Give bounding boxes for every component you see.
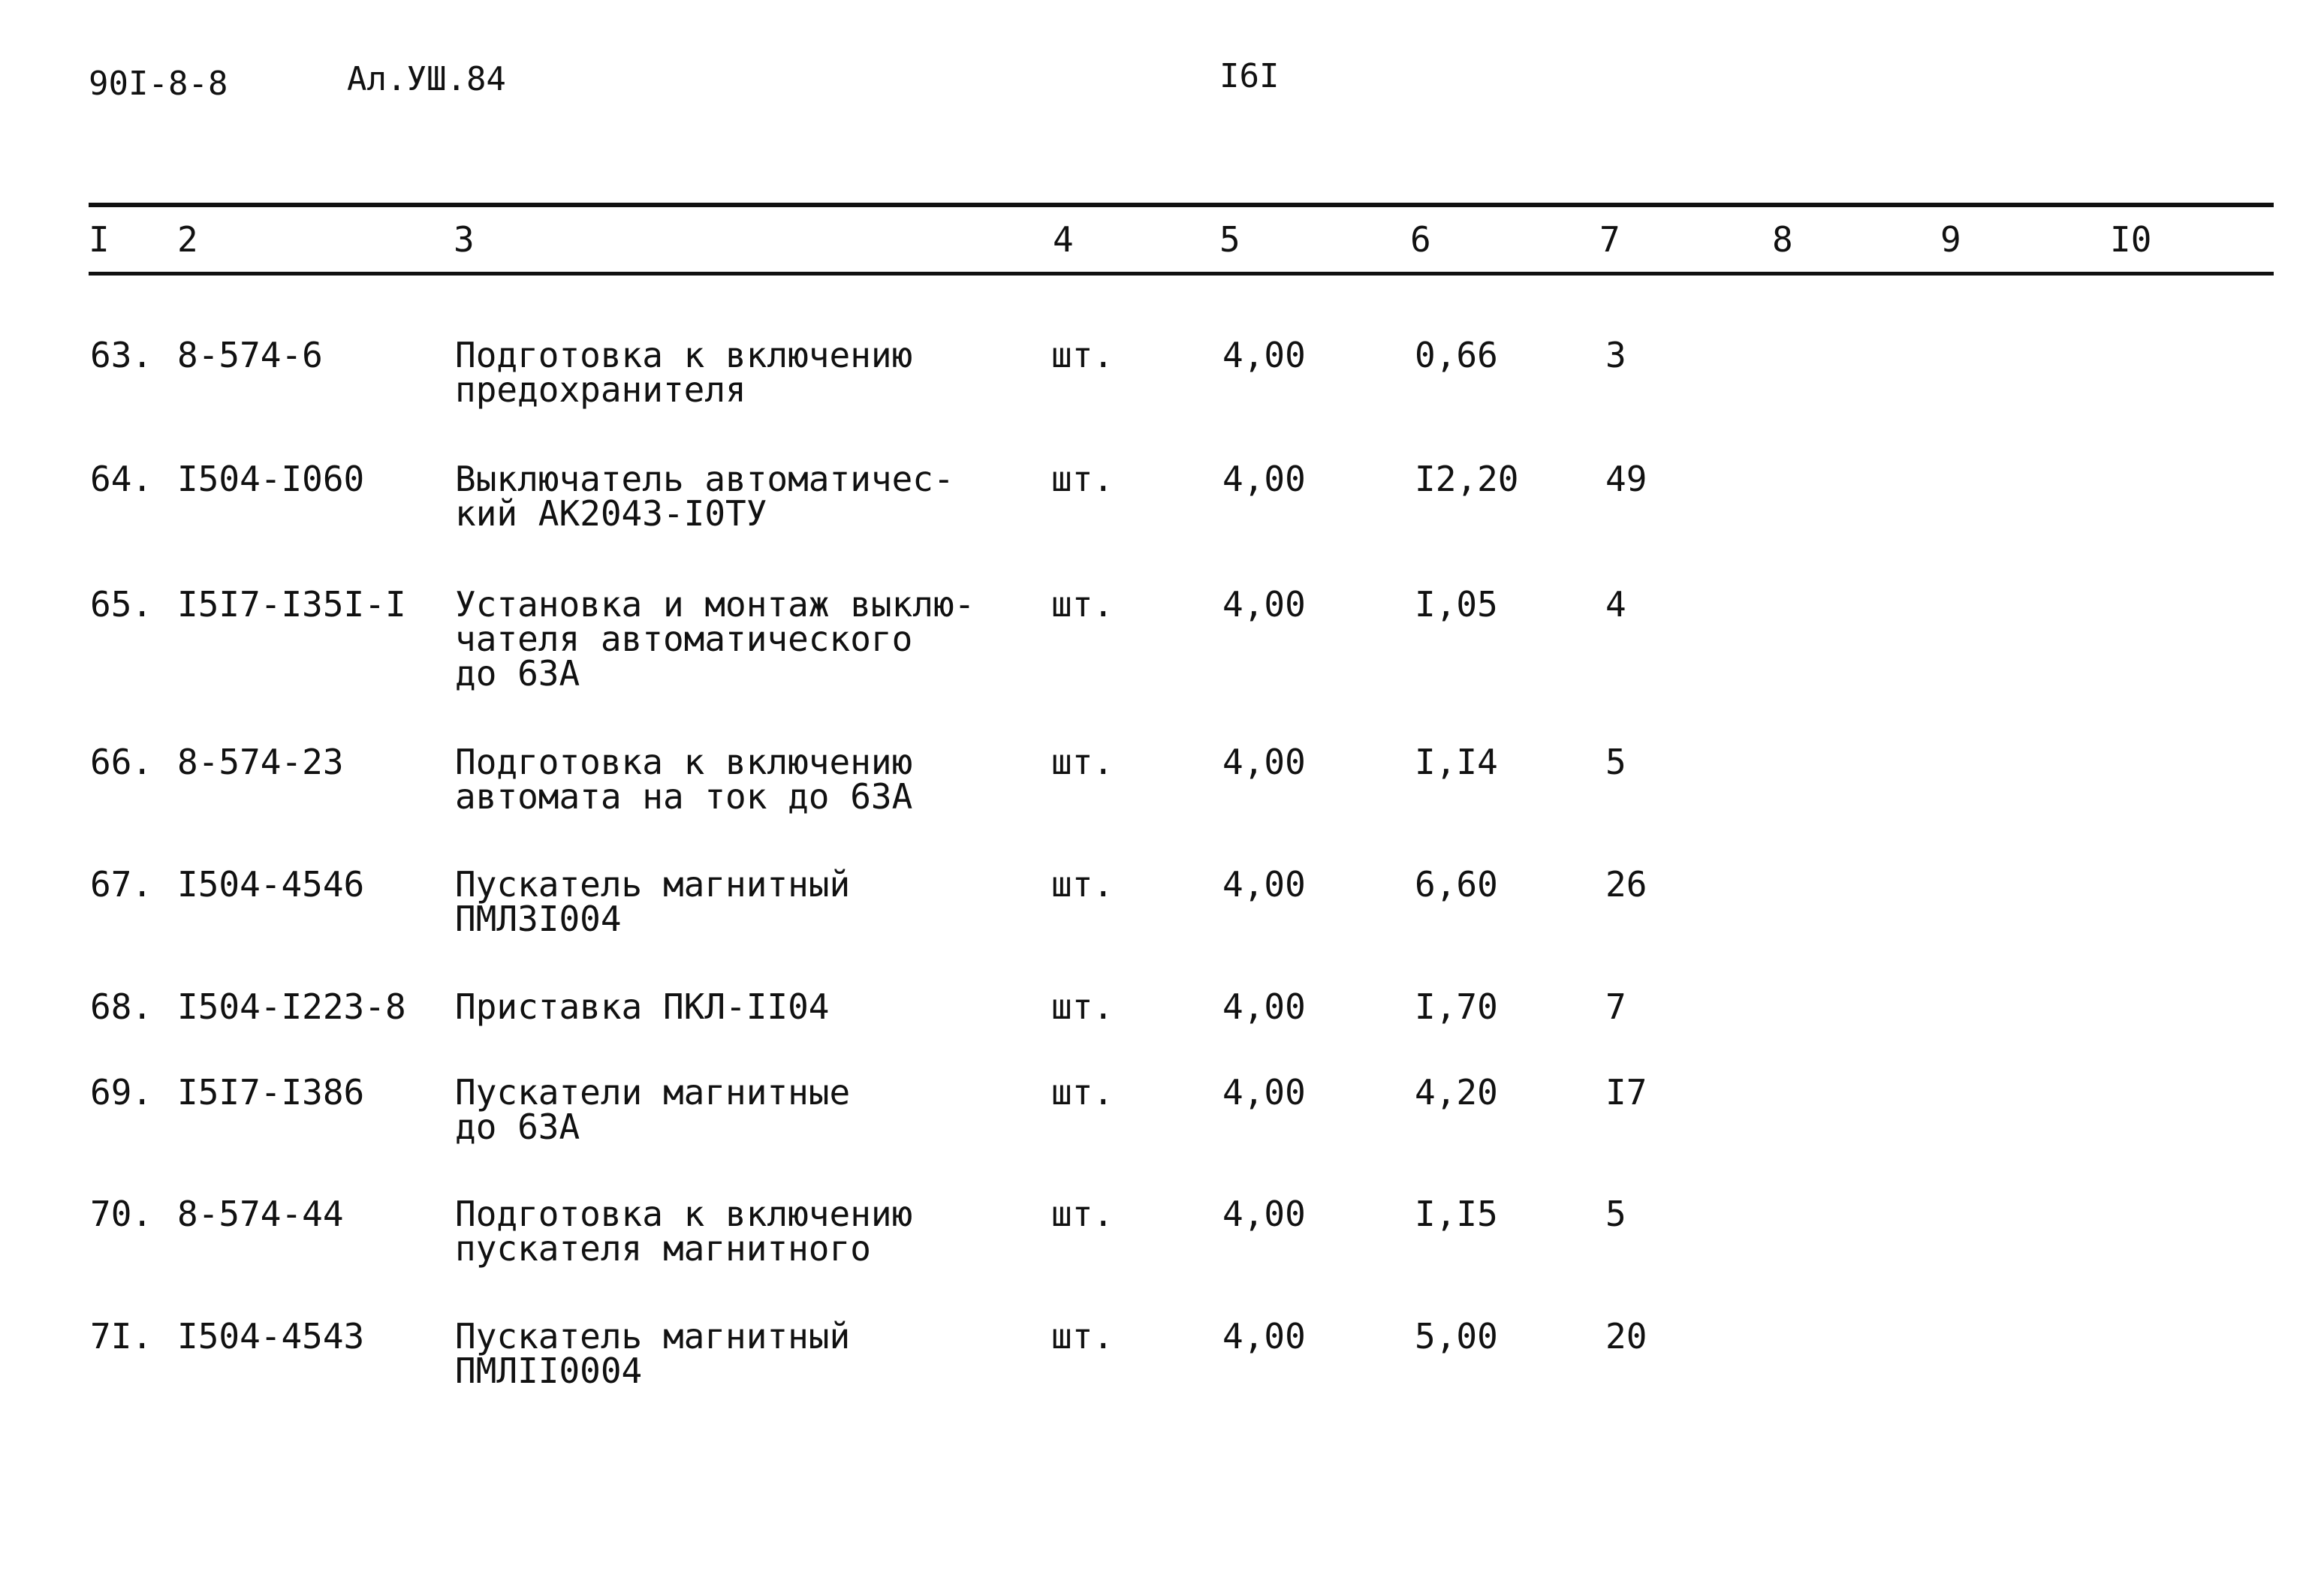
norm-cell: 4,20 [1415,1072,1498,1113]
unit-cell: шт. [1051,1316,1114,1357]
item-name-line: пускателя магнитного [455,1228,871,1269]
total-cell: I7 [1605,1072,1647,1113]
item-name-line: предохранителя [455,369,746,410]
column-number-9: 9 [1940,219,1961,260]
page-number: I6I [1219,57,1280,95]
row-number: 64. [90,459,153,499]
norm-cell: I,I5 [1415,1194,1498,1234]
column-number-3: 3 [454,219,475,260]
row-number: 7I. [90,1316,153,1357]
item-code: I5I7-I386 [177,1072,365,1113]
quantity-cell: 4,00 [1222,864,1306,905]
column-number-5: 5 [1219,219,1240,260]
item-code: 8-574-44 [177,1194,344,1234]
norm-cell: 5,00 [1415,1316,1498,1357]
item-name-line: Пускатель магнитный [455,1316,851,1357]
total-cell: 5 [1605,742,1626,782]
item-code: 8-574-23 [177,742,344,782]
row-number: 70. [90,1194,153,1234]
item-code: I504-4543 [177,1316,365,1357]
quantity-cell: 4,00 [1222,1194,1306,1234]
quantity-cell: 4,00 [1222,335,1306,375]
unit-cell: шт. [1051,1072,1114,1113]
quantity-cell: 4,00 [1222,986,1306,1027]
item-name-line: до 63А [455,1107,580,1147]
item-name-line: Подготовка к включению [455,1194,913,1234]
table-header-rule [89,272,2274,276]
item-code: I504-I223-8 [177,986,406,1027]
item-code: 8-574-6 [177,335,323,375]
album-reference: Ал.УШ.84 [347,60,506,98]
item-name-line: ПМЛ3I004 [455,899,622,939]
item-code: I504-I060 [177,459,365,499]
unit-cell: шт. [1051,742,1114,782]
column-number-4: 4 [1053,219,1074,260]
column-number-8: 8 [1772,219,1793,260]
row-number: 68. [90,986,153,1027]
column-number-1: I [89,219,110,260]
quantity-cell: 4,00 [1222,1316,1306,1357]
item-name-line: автомата на ток до 63А [455,776,913,817]
item-name-line: ПМЛII0004 [455,1351,643,1391]
column-number-10: I0 [2110,219,2152,260]
document-code: 90I-8-8 [89,65,228,103]
item-name-line: Пускатель магнитный [455,864,851,905]
quantity-cell: 4,00 [1222,742,1306,782]
norm-cell: 6,60 [1415,864,1498,905]
quantity-cell: 4,00 [1222,584,1306,625]
unit-cell: шт. [1051,864,1114,905]
row-number: 65. [90,584,153,625]
norm-cell: 0,66 [1415,335,1498,375]
item-code: I504-4546 [177,864,365,905]
row-number: 67. [90,864,153,905]
unit-cell: шт. [1051,335,1114,375]
total-cell: 3 [1605,335,1626,375]
column-number-6: 6 [1410,219,1431,260]
norm-cell: I,70 [1415,986,1498,1027]
norm-cell: I,I4 [1415,742,1498,782]
item-name-line: до 63А [455,653,580,694]
row-number: 69. [90,1072,153,1113]
total-cell: 4 [1605,584,1626,625]
unit-cell: шт. [1051,459,1114,499]
total-cell: 5 [1605,1194,1626,1234]
unit-cell: шт. [1051,1194,1114,1234]
total-cell: 7 [1605,986,1626,1027]
item-code: I5I7-I35I-I [177,584,406,625]
quantity-cell: 4,00 [1222,1072,1306,1113]
item-name-line: Подготовка к включению [455,335,913,375]
unit-cell: шт. [1051,986,1114,1027]
norm-cell: I,05 [1415,584,1498,625]
quantity-cell: 4,00 [1222,459,1306,499]
total-cell: 20 [1605,1316,1647,1357]
item-name-line: кий АК2043-I0ТУ [455,493,767,534]
item-name-line: Установка и монтаж выклю- [455,584,975,625]
item-name-line: Приставка ПКЛ-II04 [455,986,830,1027]
table-top-rule [89,203,2274,207]
total-cell: 26 [1605,864,1647,905]
item-name-line: Пускатели магнитные [455,1072,851,1113]
total-cell: 49 [1605,459,1647,499]
item-name-line: Выключатель автоматичес- [455,459,954,499]
row-number: 66. [90,742,153,782]
column-number-7: 7 [1599,219,1620,260]
column-number-2: 2 [177,219,198,260]
item-name-line: чателя автоматического [455,619,913,659]
norm-cell: I2,20 [1415,459,1519,499]
unit-cell: шт. [1051,584,1114,625]
item-name-line: Подготовка к включению [455,742,913,782]
row-number: 63. [90,335,153,375]
